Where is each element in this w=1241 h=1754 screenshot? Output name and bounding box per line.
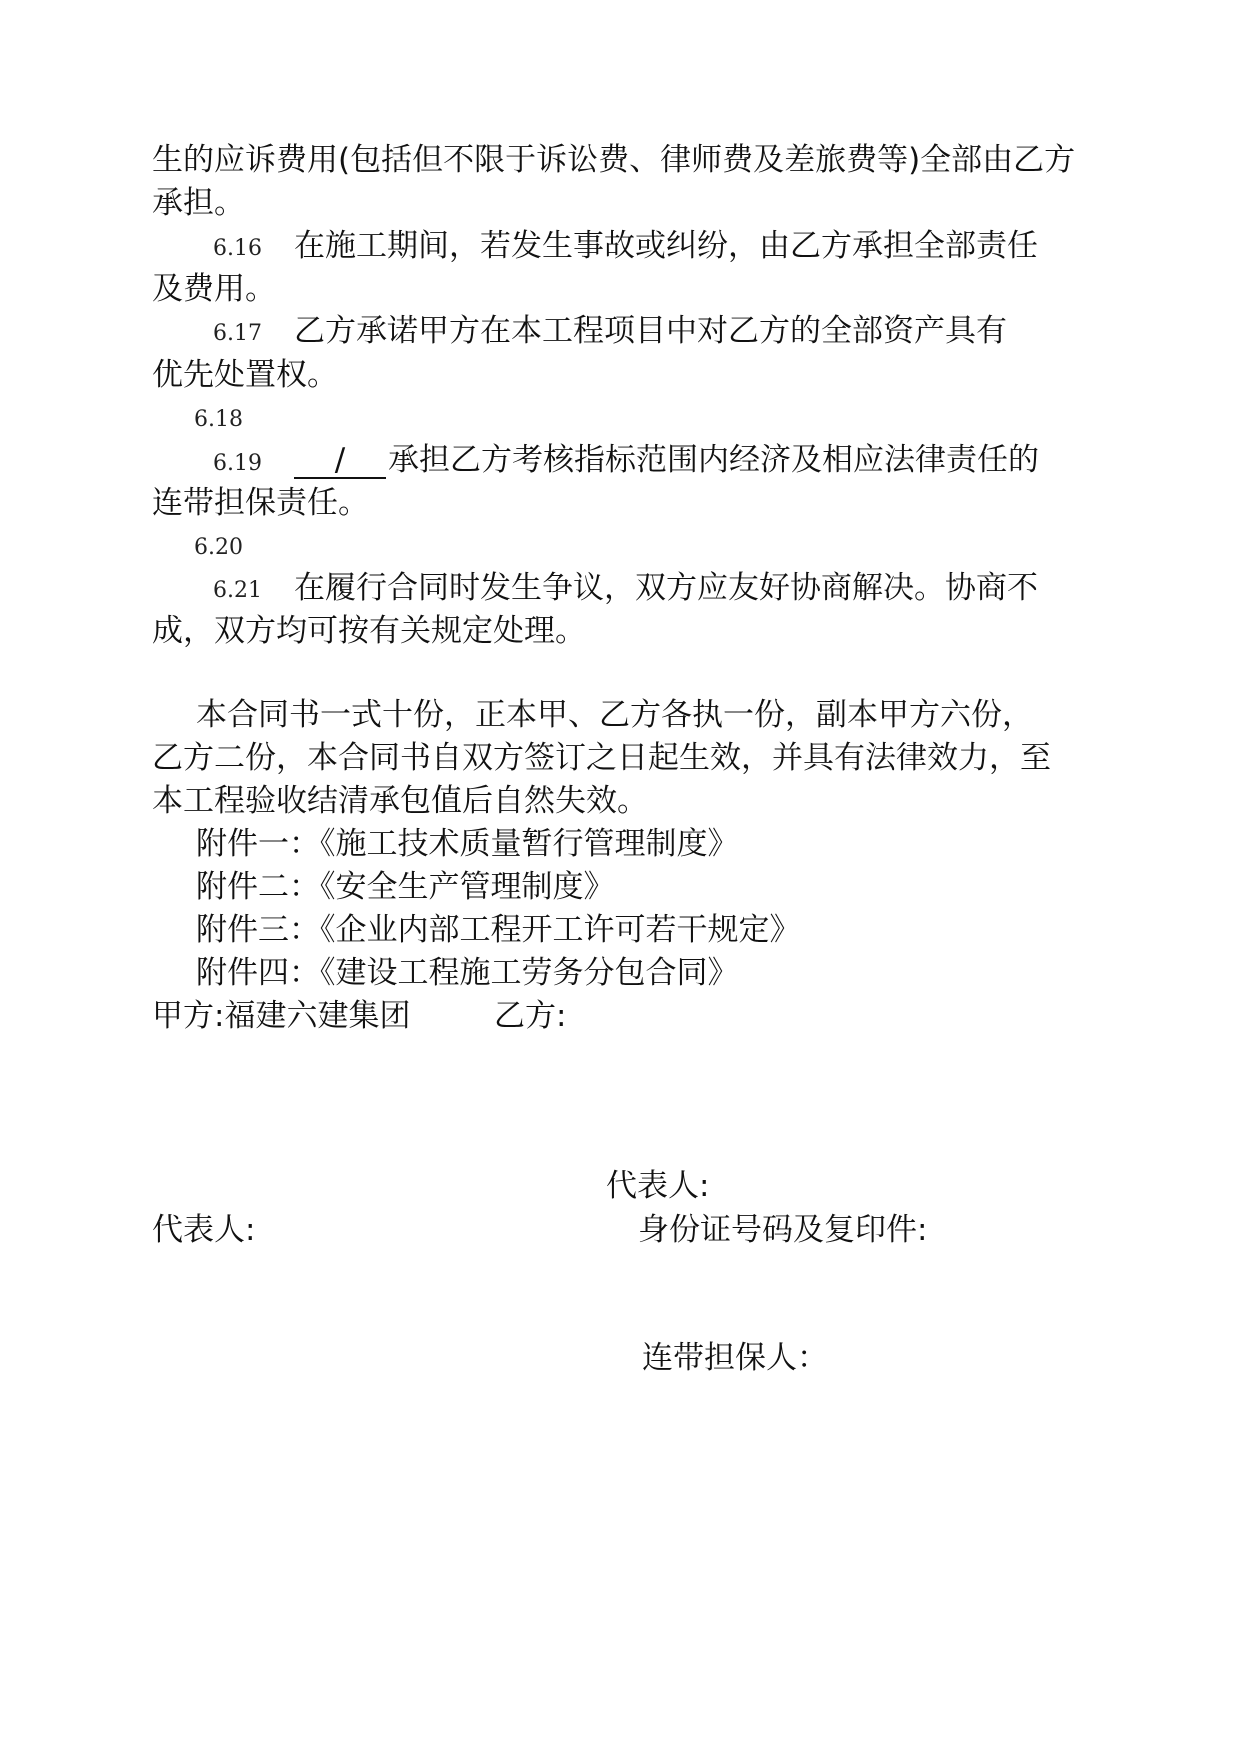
clause-text-line-1: 在施工期间，若发生事故或纠纷，由乙方承担全部责任 xyxy=(294,228,1038,264)
party-a-label: 甲方:福建六建集团 xyxy=(152,998,411,1034)
copies-paragraph-line-3: 本工程验收结清承包值后自然失效。 xyxy=(152,783,648,819)
continuation-line-2: 承担。 xyxy=(152,185,245,221)
clause-number: 6.21 xyxy=(213,578,262,603)
party-a-representative-label: 代表人: xyxy=(152,1212,256,1248)
copies-paragraph-line-2: 乙方二份，本合同书自双方签订之日起生效，并具有法律效力，至 xyxy=(152,740,1051,776)
id-number-label: 身份证号码及复印件: xyxy=(638,1212,928,1248)
clause-number: 6.18 xyxy=(194,407,243,432)
continuation-line-1: 生的应诉费用(包括但不限于诉讼费、律师费及差旅费等)全部由乙方 xyxy=(152,142,1076,178)
clause-number: 6.19 xyxy=(213,451,262,476)
party-b-representative-label: 代表人: xyxy=(606,1168,710,1204)
attachment-item: 附件三：《企业内部工程开工许可若干规定》 xyxy=(196,912,801,948)
party-b-label: 乙方: xyxy=(494,998,567,1034)
clause-text-line-2: 连带担保责任。 xyxy=(152,485,369,521)
clause-text-continued: 承担乙方考核指标范围内经济及相应法律责任的 xyxy=(388,442,1039,478)
clause-text-line-1: 在履行合同时发生争议，双方应友好协商解决。协商不 xyxy=(294,570,1038,606)
clause-number: 6.20 xyxy=(194,535,243,560)
attachment-item: 附件一：《施工技术质量暂行管理制度》 xyxy=(196,826,739,862)
clause-text-line-2: 优先处置权。 xyxy=(152,357,338,393)
clause-number: 6.16 xyxy=(213,236,262,261)
clause-text-line-2: 成，双方均可按有关规定处理。 xyxy=(152,613,586,649)
guarantor-blank: / xyxy=(294,443,386,479)
clause-text-line-1: 乙方承诺甲方在本工程项目中对乙方的全部资产具有 xyxy=(294,313,1007,349)
guarantor-label: 连带担保人： xyxy=(642,1340,828,1376)
copies-paragraph-line-1: 本合同书一式十份，正本甲、乙方各执一份，副本甲方六份， xyxy=(196,697,1033,733)
clause-text-line-1 xyxy=(294,440,1039,480)
attachment-item: 附件四：《建设工程施工劳务分包合同》 xyxy=(196,955,739,991)
attachment-item: 附件二：《安全生产管理制度》 xyxy=(196,869,615,905)
clause-number: 6.17 xyxy=(213,321,262,346)
clause-text-line-2: 及费用。 xyxy=(152,271,276,307)
